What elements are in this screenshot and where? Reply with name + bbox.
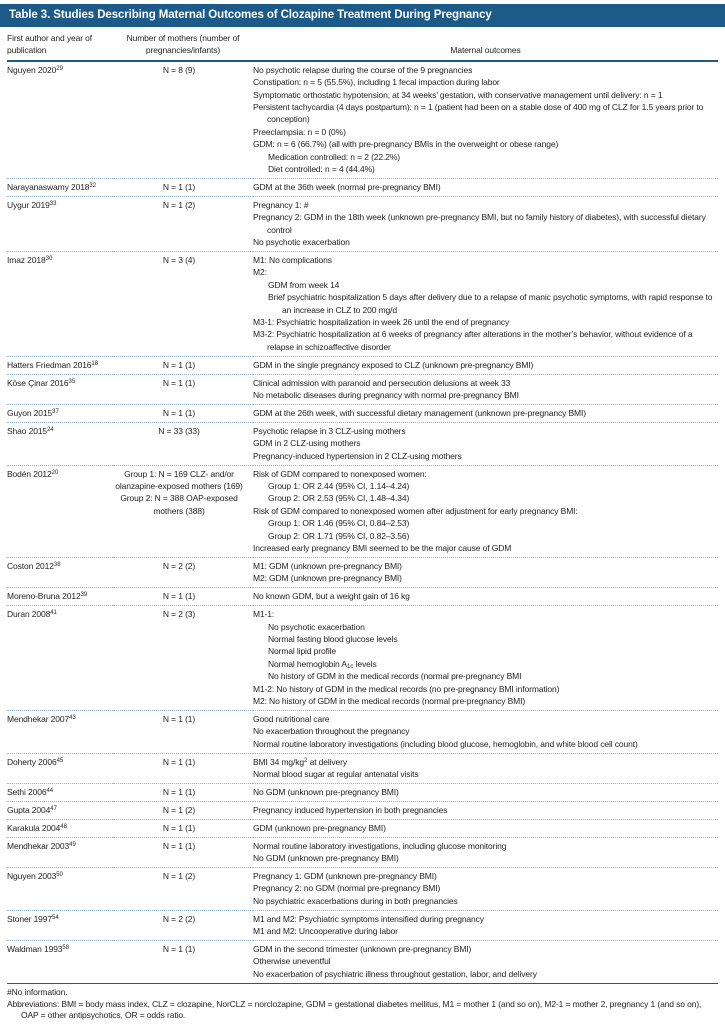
mothers-count-line: Group 1: N = 169 CLZ- and/or: [124, 468, 234, 479]
mothers-count-line: N = 1 (1): [162, 591, 196, 602]
outcomes-cell: [253, 783, 718, 801]
footnotes: [7, 983, 718, 1024]
author-cell: Köse Çinar 2016$^{35}$: [7, 374, 113, 404]
mothers-count-line: N = 1 (1): [162, 840, 196, 851]
outcome-line: M2:: [253, 267, 267, 278]
table-row: [7, 196, 718, 251]
author-cell: Uygur 2019$^{33}$: [7, 196, 113, 251]
reference-superscript: 44: [46, 787, 54, 794]
outcome-line: M3-2: Psychiatric hospitalization at 6 weeks of pregnancy after alterations in the mother’s behavior, without evidence of a relapse in schizoaffective disorder: [253, 329, 693, 352]
mothers-count-cell: [113, 465, 253, 557]
mothers-count-line: N = 1 (1): [162, 786, 196, 797]
outcome-line: GDM at the 36th week (normal pre-pregnancy BMI): [253, 181, 441, 192]
mothers-count-cell: [113, 837, 253, 867]
outcome-line: M1 and M2: Psychiatric symptoms intensified during pregnancy: [253, 913, 484, 924]
mothers-count-line: N = 8 (9): [162, 64, 196, 75]
mothers-count-line: N = 1 (1): [162, 822, 196, 833]
outcomes-cell: [253, 61, 718, 179]
author-cell: Karakula 2004$^{48}$: [7, 819, 113, 837]
reference-superscript: 35: [68, 378, 76, 385]
author-cell: Doherty 2006$^{45}$: [7, 753, 113, 783]
outcome-line: Medication controlled: n = 2 (22.2%): [268, 151, 400, 162]
outcomes-cell: [253, 910, 718, 940]
outcome-line: Constipation: n = 5 (55.5%), including 1 fecal impaction during labor: [253, 77, 500, 88]
mothers-count-cell: [113, 801, 253, 819]
outcome-line: No psychotic exacerbation: [253, 237, 350, 248]
mothers-count-cell: [113, 941, 253, 983]
reference-superscript: 54: [52, 914, 59, 921]
table-row: [7, 801, 718, 819]
outcome-line: M1 and M2: Uncooperative during labor: [253, 926, 398, 937]
table-row: [7, 606, 718, 711]
author-cell: Guyon 2015$^{37}$: [7, 404, 113, 422]
mothers-count-line: N = 1 (1): [162, 377, 196, 388]
column-header-mothers: Number of mothers (number of pregnancies/infants): [113, 27, 253, 61]
study-table: [7, 27, 718, 983]
outcome-line: Brief psychiatric hospitalization 5 days after delivery due to a relapse of manic psychotic symptoms, with rapid response to an increase in CLZ to 200 mg/d: [268, 292, 713, 315]
reference-superscript: 58: [62, 945, 70, 951]
outcome-line: No exacerbation of psychiatric illness throughout gestation, labor, and delivery: [253, 968, 537, 979]
mothers-count-cell: [113, 196, 253, 251]
outcome-line: Normal hemoglobin $A_{1c}$ levels: [268, 658, 377, 670]
reference-superscript: 30: [45, 256, 53, 262]
outcomes-cell: [253, 753, 718, 783]
author-cell: Waldman 1993$^{58}$: [7, 941, 113, 983]
table-row: [7, 557, 718, 587]
outcome-line: GDM from week 14: [268, 279, 340, 290]
column-header-author: First author and year of publication: [7, 27, 113, 61]
outcome-line: No psychotic relapse during the course of the 9 pregnancies: [253, 64, 473, 75]
table-row: [7, 837, 718, 867]
mothers-count-cell: [113, 710, 253, 753]
reference-superscript: 29: [56, 65, 63, 72]
table-row: [7, 910, 718, 940]
outcomes-cell: [253, 837, 718, 867]
mothers-count-cell: [113, 867, 253, 910]
outcome-line: Diet controlled: n = 4 (44.4%): [268, 164, 375, 175]
table-row: [7, 374, 718, 404]
outcomes-cell: [253, 404, 718, 422]
outcome-line: Group 1: OR 1.46 (95% CI, 0.84–2.53): [268, 518, 410, 529]
outcomes-cell: [253, 178, 718, 196]
study-table-body: [7, 61, 718, 983]
outcome-line: Pregnancy 2: no GDM (normal pre-pregnancy BMI): [253, 883, 441, 894]
mothers-count-line: N = 2 (2): [162, 913, 196, 924]
outcome-line: Clinical admission with paranoid and persecution delusions at week 33: [253, 377, 511, 388]
mothers-count-line: Group 2: N = 388 OAP-exposed: [120, 493, 238, 504]
mothers-count-line: N = 3 (4): [162, 255, 196, 265]
mothers-count-line: N = 33 (33): [158, 425, 200, 436]
author-cell: Stoner 1997$^{54}$: [7, 910, 113, 940]
table-row: [7, 941, 718, 983]
mothers-count-line: N = 1 (1): [162, 181, 196, 192]
outcome-line: No psychotic exacerbation: [268, 621, 365, 632]
mothers-count-cell: [113, 910, 253, 940]
mothers-count-line: N = 1 (1): [162, 407, 196, 418]
outcome-line: Preeclampsia: n = 0 (0%): [253, 126, 346, 137]
author-cell: Sethi 2006$^{44}$: [7, 783, 113, 801]
outcome-line: Normal blood sugar at regular antenatal visits: [253, 769, 419, 780]
mothers-count-line: mothers (388): [153, 505, 205, 516]
reference-superscript: 39: [80, 592, 88, 599]
outcome-line: Group 1: OR 2.44 (95% CI, 1.14–4.24): [268, 481, 410, 491]
outcome-line: Pregnancy 1: #: [253, 199, 309, 210]
mothers-count-cell: [113, 61, 253, 179]
mothers-count-line: N = 1 (1): [162, 359, 196, 370]
outcome-line: No metabolic diseases during pregnancy with normal pre-pregnancy BMI: [253, 390, 519, 401]
outcome-line: Psychotic relapse in 3 CLZ-using mothers: [253, 425, 406, 436]
outcome-line: No known GDM, but a weight gain of 16 kg: [253, 591, 410, 602]
table-row: [7, 61, 718, 179]
mothers-count-cell: [113, 422, 253, 465]
mothers-count-line: N = 1 (2): [162, 804, 196, 815]
mothers-count-cell: [113, 404, 253, 422]
outcome-line: No GDM (unknown pre-pregnancy BMI): [253, 853, 399, 864]
outcome-line: M2: No history of GDM in the medical records (normal pre-pregnancy BMI): [253, 696, 526, 706]
outcomes-cell: [253, 252, 718, 357]
outcome-line: Otherwise uneventful: [253, 956, 331, 967]
outcomes-cell: [253, 801, 718, 819]
author-cell: Nguyen 2020$^{29}$: [7, 64, 63, 75]
outcomes-cell: [253, 867, 718, 910]
table-row: [7, 422, 718, 465]
outcome-line: Pregnancy 2: GDM in the 18th week (unknown pre-pregnancy BMI, but no family history of diabetes), with successful dietary control: [253, 212, 706, 235]
mothers-count-cell: [113, 557, 253, 587]
outcome-line: Normal routine laboratory investigations, including glucose monitoring: [253, 840, 507, 851]
outcome-line: Pregnancy 1: GDM (unknown pre-pregnancy BMI): [253, 870, 437, 881]
outcome-line: GDM in the second trimester (unknown pre-pregnancy BMI): [253, 944, 472, 954]
mothers-count-line: N = 2 (3): [162, 609, 196, 620]
outcome-line: GDM (unknown pre-pregnancy BMI): [253, 822, 386, 833]
reference-superscript: 47: [50, 805, 57, 812]
outcomes-cell: [253, 374, 718, 404]
outcome-line: Pregnancy-induced hypertension in 2 CLZ-using mothers: [253, 450, 462, 461]
reference-superscript: 24: [47, 426, 54, 433]
outcome-line: Normal fasting blood glucose levels: [268, 633, 398, 644]
outcome-line: Risk of GDM compared to nonexposed women after adjustment for early pregnancy BMI:: [253, 505, 578, 516]
reference-superscript: 45: [56, 757, 64, 764]
author-cell: Bodén 2012$^{20}$: [7, 465, 113, 557]
mothers-count-cell: [113, 783, 253, 801]
reference-superscript: 38: [53, 561, 61, 568]
outcome-line: Group 2: OR 2.53 (95% CI, 1.48–4.34): [268, 493, 410, 504]
table-header: [7, 27, 718, 61]
table-row: [7, 356, 718, 374]
reference-superscript: 37: [52, 408, 59, 415]
outcome-line: Symptomatic orthostatic hypotension, at 34 weeks’ gestation, with conservative management until delivery: n = 1: [253, 89, 663, 100]
outcome-line: Persistent tachycardia (4 days postpartum): n = 1 (patient had been on a stable dose of 400 mg of CLZ for 1.5 years prior to conception): [253, 102, 704, 125]
outcomes-cell: [253, 465, 718, 557]
outcomes-cell: [253, 606, 718, 711]
author-cell: Hatters Friedman 2016$^{18}$: [7, 356, 113, 374]
reference-superscript: 32: [89, 182, 97, 189]
author-cell: Duran 2008$^{41}$: [7, 606, 113, 711]
table-row: [7, 867, 718, 910]
column-header-outcomes: Maternal outcomes: [253, 27, 718, 61]
outcomes-cell: [253, 196, 718, 251]
outcome-line: Group 2: OR 1.71 (95% CI, 0.82–3.56): [268, 530, 410, 541]
mothers-count-line: N = 1 (1): [162, 713, 196, 724]
outcome-line: Pregnancy induced hypertension in both pregnancies: [253, 804, 448, 815]
reference-superscript: 49: [69, 841, 76, 848]
mothers-count-cell: [113, 356, 253, 374]
outcome-line: Normal routine laboratory investigations (including blood glucose, hemoglobin, and white blood cell count): [253, 738, 638, 749]
table-row: [7, 252, 718, 357]
footnote-no-information: #No information.: [7, 986, 68, 997]
mothers-count-cell: [113, 374, 253, 404]
author-cell: Coston 2012$^{38}$: [7, 557, 113, 587]
outcomes-cell: [253, 819, 718, 837]
reference-superscript: 43: [69, 714, 76, 721]
mothers-count-cell: [113, 252, 253, 357]
outcome-line: No exacerbation throughout the pregnancy: [253, 726, 410, 737]
table-row: [7, 710, 718, 753]
outcomes-cell: [253, 710, 718, 753]
mothers-count-line: N = 1 (1): [162, 944, 196, 954]
mothers-count-line: N = 2 (2): [162, 560, 196, 571]
table-row: [7, 404, 718, 422]
outcomes-cell: [253, 422, 718, 465]
outcomes-cell: [253, 557, 718, 587]
outcome-line: Good nutritional care: [253, 713, 330, 724]
author-cell: Gupta 2004$^{47}$: [7, 801, 113, 819]
reference-superscript: 18: [91, 360, 99, 367]
table-row: [7, 588, 718, 606]
superscript: 2: [304, 757, 308, 764]
outcome-line: GDM in 2 CLZ-using mothers: [253, 438, 361, 449]
mothers-count-cell: [113, 753, 253, 783]
table-row: [7, 783, 718, 801]
mothers-count-cell: [113, 178, 253, 196]
outcome-line: M1: No complications: [253, 255, 332, 265]
outcome-line: M2: GDM (unknown pre-pregnancy BMI): [253, 573, 402, 584]
author-cell: Narayanaswamy 2018$^{32}$: [7, 178, 113, 196]
table-container: [0, 27, 725, 983]
author-cell: Moreno-Bruna 2012$^{39}$: [7, 588, 113, 606]
footnote-abbreviations: Abbreviations: BMI = body mass index, CLZ = clozapine, NorCLZ = norclozapine, GDM = gestational diabetes mellitus, M1 = mother 1 (and so on), M2-1 = mother 2, pregnancy 1 (and so on), OAP = other antipsychotics, OR = odds ratio.: [7, 998, 702, 1021]
table-row: [7, 178, 718, 196]
author-cell: Mendhekar 2007$^{43}$: [7, 710, 113, 753]
header-row: [7, 27, 718, 61]
table-row: [7, 753, 718, 783]
author-cell: Mendhekar 2003$^{49}$: [7, 837, 113, 867]
outcome-line: No GDM (unknown pre-pregnancy BMI): [253, 786, 399, 797]
reference-superscript: 48: [60, 823, 67, 830]
outcome-line: Increased early pregnancy BMI seemed to be the major cause of GDM: [253, 543, 512, 554]
outcome-line: M1-1:: [253, 609, 275, 620]
outcome-line: No history of GDM in the medical records (normal pre-pregnancy BMI: [268, 671, 522, 682]
outcome-line: BMI 34 $mg/kg^2$ at delivery: [253, 756, 348, 767]
outcomes-cell: [253, 588, 718, 606]
author-cell: Imaz 2018$^{30}$: [7, 252, 113, 357]
outcome-line: GDM in the single pregnancy exposed to CLZ (unknown pre-pregnancy BMI): [253, 359, 534, 370]
outcomes-cell: [253, 941, 718, 983]
subscript: 1c: [347, 663, 354, 670]
outcome-line: M1: GDM (unknown pre-pregnancy BMI): [253, 560, 402, 571]
outcome-line: M3-1: Psychiatric hospitalization in week 26 until the end of pregnancy: [253, 317, 510, 328]
table-row: [7, 819, 718, 837]
outcome-line: GDM at the 26th week, with successful dietary management (unknown pre-pregnancy BMI): [253, 407, 586, 418]
author-cell: Shao 2015$^{24}$: [7, 422, 113, 465]
outcome-line: M1-2: No history of GDM in the medical records (no pre-pregnancy BMI information): [253, 683, 560, 694]
mothers-count-cell: [113, 588, 253, 606]
outcome-line: Risk of GDM compared to nonexposed women:: [253, 468, 427, 479]
mothers-count-line: olanzapine-exposed mothers (169): [115, 481, 243, 491]
author-cell: Nguyen 2003$^{50}$: [7, 867, 113, 910]
outcome-line: Normal lipid profile: [268, 646, 336, 657]
mothers-count-cell: [113, 606, 253, 711]
reference-superscript: 33: [49, 200, 57, 207]
table-title-bar: Table 3. Studies Describing Maternal Outcomes of Clozapine Treatment During Pregnancy: [0, 4, 725, 27]
outcome-line: No psychiatric exacerbations during in both pregnancies: [253, 895, 458, 906]
table-row: [7, 465, 718, 557]
mothers-count-line: N = 1 (2): [162, 199, 196, 210]
outcomes-cell: [253, 356, 718, 374]
reference-superscript: 50: [56, 871, 63, 878]
mothers-count-line: N = 1 (1): [162, 756, 196, 767]
mothers-count-cell: [113, 819, 253, 837]
reference-superscript: 20: [51, 469, 59, 476]
mothers-count-line: N = 1 (2): [162, 870, 196, 881]
reference-superscript: 41: [50, 610, 57, 617]
outcome-line: GDM: n = 6 (66.7%) (all with pre-pregnancy BMIs in the overweight or obese range): [253, 139, 559, 150]
